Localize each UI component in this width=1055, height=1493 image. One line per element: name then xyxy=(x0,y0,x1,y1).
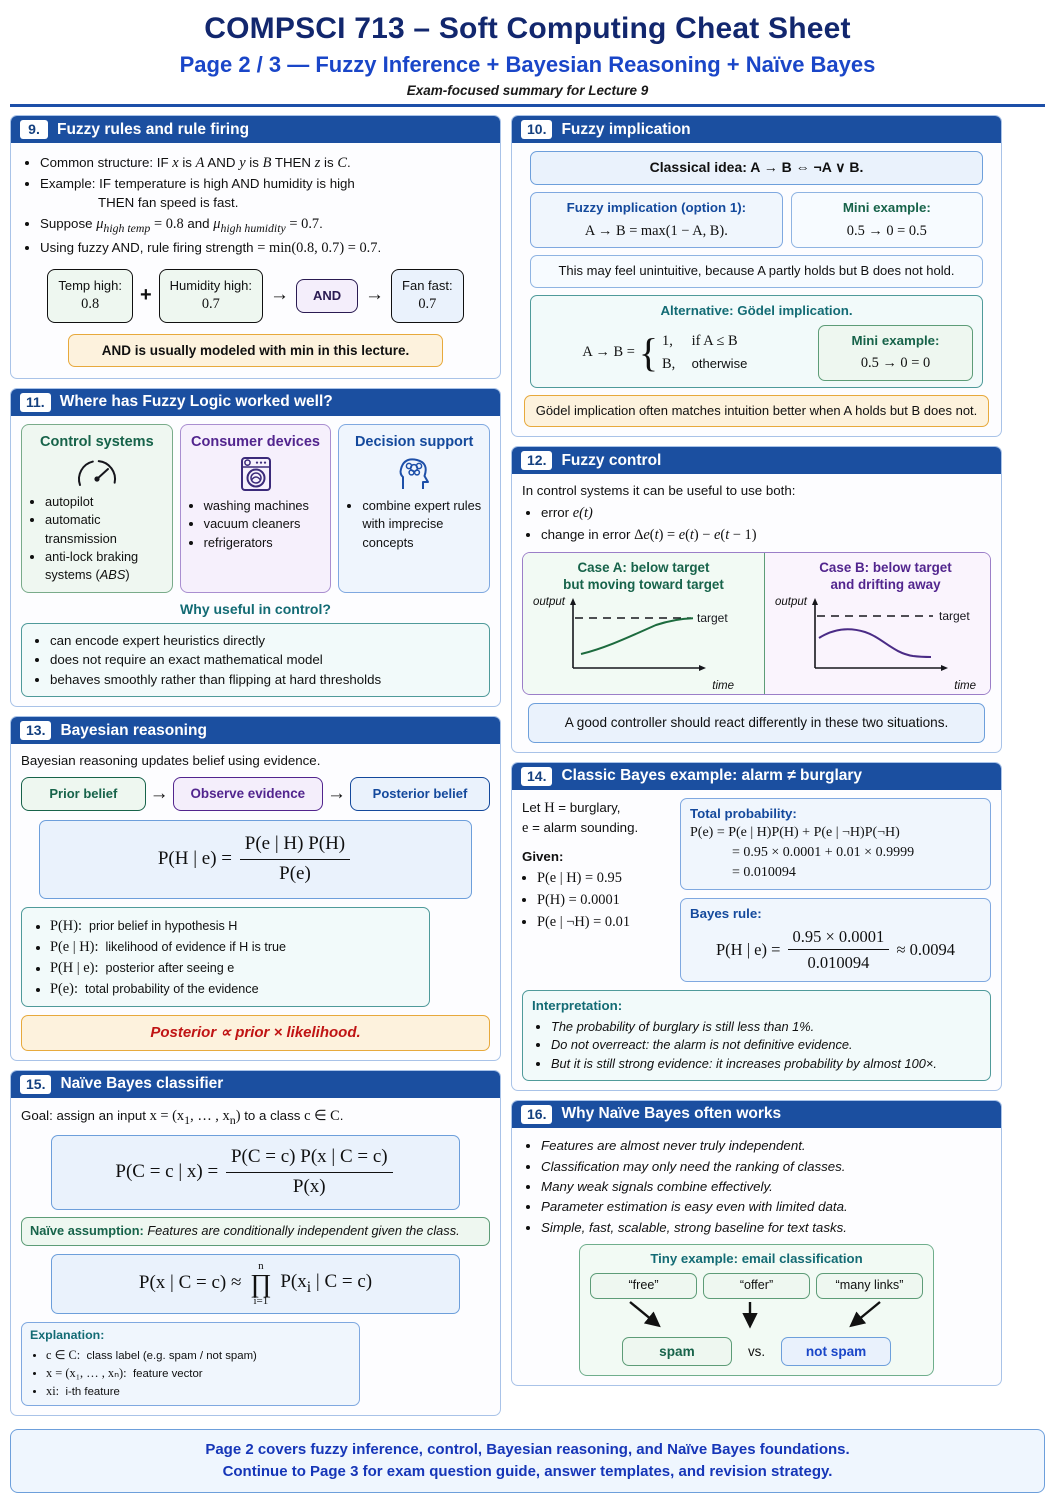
footer-line-1: Page 2 covers fuzzy inference, control, Bayesian reasoning, and Naïve Bayes foundations. xyxy=(205,1441,850,1459)
interpretation-list xyxy=(532,1018,981,1073)
chart-case-b xyxy=(773,596,991,690)
card-title: Consumer devices xyxy=(191,433,320,450)
card-consumer-devices xyxy=(180,424,332,593)
caveat-box: This may feel unintuitive, because A partly holds but B does not hold. xyxy=(530,255,983,287)
list-item: • Common structure: IF x is A AND y is B THEN z is C. xyxy=(40,153,490,173)
page-footer xyxy=(10,1429,1045,1493)
and-min-note: AND is usually modeled with min in this lecture. xyxy=(68,334,443,367)
list-item: • Using fuzzy AND, rule firing strength = min(0.8, 0.7) = 0.7. xyxy=(40,238,490,258)
bayes-formula-box xyxy=(39,820,472,899)
flow-node-label: Temp high: xyxy=(58,277,122,293)
panel-title: Why Naïve Bayes often works xyxy=(561,1105,782,1123)
panel-body xyxy=(512,143,1001,436)
fraction-numerator: 0.95 × 0.0001 xyxy=(788,925,890,950)
list-item: • can encode expert heuristics directly xyxy=(50,632,480,651)
let-line-2: e = alarm sounding. xyxy=(522,820,639,837)
flow-node-humidity xyxy=(159,269,263,323)
panel-header xyxy=(11,717,500,744)
card-title: Control systems xyxy=(40,433,154,450)
panel-fuzzy-rules xyxy=(10,115,501,379)
assumption-text: Features are conditionally independent given the class. xyxy=(147,1223,460,1239)
panel-fuzzy-control xyxy=(511,446,1002,752)
flow-node-temp xyxy=(47,269,133,323)
bayes-rule-title: Bayes rule: xyxy=(690,906,762,922)
panel-title: Fuzzy rules and rule firing xyxy=(57,120,250,138)
list-item: • refrigerators xyxy=(204,534,325,552)
explanation-box xyxy=(21,1322,360,1406)
right-column xyxy=(511,115,1002,1425)
panel-body xyxy=(11,1098,500,1416)
token-free: “free” xyxy=(590,1273,697,1299)
explanation-list xyxy=(30,1347,351,1401)
panel-number: 10. xyxy=(521,120,552,139)
rule-firing-flow xyxy=(21,269,490,323)
list-item: • automatic transmission xyxy=(45,511,166,547)
controller-note: A good controller should react differently in these two situations. xyxy=(528,703,985,742)
chart-x-axis-label: time xyxy=(712,679,734,692)
list-item: • anti-lock braking systems (ABS) xyxy=(45,548,166,584)
header-divider xyxy=(10,104,1045,107)
godel-cases: 1, if A ≤ B B, otherwise xyxy=(662,332,748,373)
case-title: Case B: below target and drifting away xyxy=(819,559,952,593)
list-item: • does not require an exact mathematical model xyxy=(50,651,480,670)
chart-x-axis-label: time xyxy=(954,679,976,692)
list-item: • x = (x₁, … , xₙ): feature vector xyxy=(46,1365,351,1383)
gauge-icon xyxy=(28,455,166,489)
panel-fuzzy-applications xyxy=(10,388,501,707)
arrow-right-icon: → xyxy=(326,782,346,804)
panel-title: Classic Bayes example: alarm ≠ burglary xyxy=(561,767,863,785)
example-row xyxy=(522,798,991,982)
flow-node-label: Fan fast: xyxy=(402,277,453,293)
left-column xyxy=(10,115,501,1425)
list-item: • washing machines xyxy=(204,497,325,515)
panel-title: Bayesian reasoning xyxy=(60,721,207,739)
panel-body xyxy=(11,143,500,378)
symbol-legend-list xyxy=(31,916,420,999)
flow-node-evidence: Observe evidence xyxy=(173,777,323,812)
page-header xyxy=(10,12,1045,107)
formula-lhs: P(H | e) = xyxy=(157,848,233,870)
formula-rhs: ≈ 0.0094 xyxy=(896,940,955,960)
page-title: COMPSCI 713 – Soft Computing Cheat Sheet xyxy=(204,12,851,45)
panel-header xyxy=(11,116,500,143)
panel-number: 9. xyxy=(20,120,48,139)
panel-number: 14. xyxy=(521,767,552,786)
flow-node-value: 0.8 xyxy=(81,295,100,312)
email-classification-example xyxy=(579,1244,934,1377)
formula-fraction xyxy=(226,1144,393,1201)
bayes-rule-box xyxy=(680,898,991,982)
flow-node-and: AND xyxy=(296,279,358,313)
fraction-denominator: P(e) xyxy=(279,863,311,885)
list-item: • change in error Δe(t) = e(t) − e(t − 1) xyxy=(541,525,991,545)
formula-fraction xyxy=(240,831,350,888)
given-column xyxy=(522,798,672,982)
nb-product-formula-box xyxy=(51,1254,460,1315)
list-item: • But it is still strong evidence: it increases probability by almost 100×. xyxy=(551,1055,981,1073)
flow-node-value: 0.7 xyxy=(418,295,437,312)
panel-title: Fuzzy implication xyxy=(561,120,691,138)
intro-text: In control systems it can be useful to use both: xyxy=(522,483,796,499)
formula-lhs: P(H | e) = xyxy=(715,940,781,960)
option1-formula: A → B = max(1 − A, B). xyxy=(584,222,728,239)
list-item: • c ∈ C: class label (e.g. spam / not spam) xyxy=(46,1347,351,1365)
explanation-title: Explanation: xyxy=(30,1328,105,1343)
list-item: • Simple, fast, scalable, strong baseline for text tasks. xyxy=(541,1219,991,1238)
panel-bayesian-reasoning xyxy=(10,716,501,1060)
panel-number: 12. xyxy=(521,451,552,470)
list-item: • vacuum cleaners xyxy=(204,515,325,533)
option1-box xyxy=(530,192,783,248)
list-item: • error e(t) xyxy=(541,503,991,523)
chart-y-axis-label: output xyxy=(775,596,807,609)
panel-title: Naïve Bayes classifier xyxy=(60,1075,224,1093)
list-item: • behaves smoothly rather than flipping at hard thresholds xyxy=(50,671,480,690)
flow-node-label: Humidity high: xyxy=(169,277,253,293)
flow-node-value: 0.7 xyxy=(201,295,220,312)
panel-header xyxy=(512,116,1001,143)
chart-y-axis-label: output xyxy=(533,596,565,609)
naive-assumption-box xyxy=(21,1217,490,1245)
interpretation-box xyxy=(522,990,991,1081)
godel-title: Alternative: Gödel implication. xyxy=(660,302,853,318)
formula-lhs: P(x | C = c) ≈ xyxy=(138,1272,242,1294)
class-row xyxy=(590,1337,923,1366)
list-item: • P(H | e): posterior after seeing e xyxy=(50,958,420,978)
panel-title: Where has Fuzzy Logic worked well? xyxy=(59,393,333,411)
case-a xyxy=(523,553,765,695)
mini-example-2-box xyxy=(818,325,973,381)
application-cards xyxy=(21,424,490,593)
plus-icon: + xyxy=(139,284,152,307)
total-probability-box xyxy=(680,798,991,891)
let-line-1: Let H = burglary, xyxy=(522,799,621,816)
given-title: Given: xyxy=(522,848,564,864)
card-decision-support xyxy=(338,424,490,593)
list-item: • P(H) = 0.0001 xyxy=(537,890,672,910)
implication-row xyxy=(530,192,983,248)
total-line-1: P(e) = P(e | H)P(H) + P(e | ¬H)P(¬H) xyxy=(690,825,900,841)
panel-number: 16. xyxy=(521,1105,552,1124)
list-item: • Many weak signals combine effectively. xyxy=(541,1178,991,1197)
fraction-denominator: P(x) xyxy=(292,1176,326,1198)
panel-header xyxy=(512,763,1001,790)
list-item: • Suppose $\mu_{high temp} = 0.8$ and $\mu_{high humidity} = 0.7$. xyxy=(40,214,490,237)
fraction-denominator: 0.010094 xyxy=(807,953,870,973)
godel-lhs: A → B = xyxy=(582,344,635,361)
list-item: • Features are almost never truly independent. xyxy=(541,1137,991,1156)
intro-text: Bayesian reasoning updates belief using evidence. xyxy=(21,753,321,769)
washing-machine-icon xyxy=(187,455,325,493)
card-control-systems xyxy=(21,424,173,593)
fraction-numerator: P(C = c) P(x | C = c) xyxy=(226,1144,393,1173)
tiny-example-title: Tiny example: email classification xyxy=(650,1250,863,1266)
panel-why-naive-bayes-works xyxy=(511,1100,1002,1387)
page-subtitle: Page 2 / 3 — Fuzzy Inference + Bayesian Reasoning + Naïve Bayes xyxy=(179,52,876,77)
panel-header xyxy=(512,1101,1001,1128)
list-item: • P(e | H): likelihood of evidence if H is true xyxy=(50,937,420,957)
panel-grid xyxy=(10,115,1045,1425)
token-offer: “offer” xyxy=(703,1273,810,1299)
token-row xyxy=(590,1273,923,1299)
panel-body xyxy=(512,1128,1001,1386)
why-useful-title: Why useful in control? xyxy=(180,601,331,618)
godel-formula xyxy=(540,331,808,375)
chart-case-a xyxy=(531,596,756,690)
list-item: • xi: i-th feature xyxy=(46,1383,351,1401)
list-item: • autopilot xyxy=(45,493,166,511)
panel-number: 13. xyxy=(20,721,51,740)
list-item: • combine expert rules with imprecise concepts xyxy=(362,497,483,551)
panel-fuzzy-implication xyxy=(511,115,1002,437)
symbol-legend-box xyxy=(21,907,430,1007)
brain-head-icon xyxy=(345,455,483,493)
panel-header xyxy=(512,447,1001,474)
why-useful-list xyxy=(31,632,480,690)
card-list xyxy=(28,493,166,584)
case-title: Case A: below target but moving toward target xyxy=(563,559,724,593)
posterior-proportional-note: Posterior ∝ prior × likelihood. xyxy=(21,1015,490,1050)
list-item: • P(H): prior belief in hypothesis H xyxy=(50,916,420,936)
mini-example-value: 0.5 → 0 = 0.5 xyxy=(846,222,927,239)
panel-header xyxy=(11,1071,500,1098)
bayes-rule-formula xyxy=(690,925,981,975)
formula-rhs: $P(x_i$ | C = c) xyxy=(280,1270,373,1296)
flow-node-prior: Prior belief xyxy=(21,777,146,811)
case-b xyxy=(765,553,991,695)
list-item: • The probability of burglary is still less than 1%. xyxy=(551,1018,981,1036)
arrow-row xyxy=(590,1299,923,1341)
panel-number: 11. xyxy=(20,393,51,412)
formula-lhs: P(C = c | x) = xyxy=(115,1161,219,1183)
total-probability-title: Total probability: xyxy=(690,805,797,821)
mini-example-1-box xyxy=(791,192,983,248)
mini-example-title: Mini example: xyxy=(851,332,940,348)
goal-text: Goal: assign an input $x = (x_1$, … , $x_n$) to a class c ∈ C. xyxy=(21,1107,344,1127)
panel-number: 15. xyxy=(20,1075,51,1094)
list-item: • Classification may only need the ranking of classes. xyxy=(541,1158,991,1177)
arrow-right-icon: → xyxy=(270,284,290,306)
mini-example-value: 0.5 → 0 = 0 xyxy=(860,355,931,372)
control-signals-list xyxy=(522,503,991,545)
class-spam: spam xyxy=(622,1337,732,1366)
arrow-right-icon: → xyxy=(365,284,385,306)
godel-row xyxy=(540,325,973,381)
mini-example-title: Mini example: xyxy=(842,199,931,215)
godel-note: Gödel implication often matches intuition better when A holds but B does not. xyxy=(524,395,989,427)
flow-node-fan xyxy=(391,269,464,323)
arrow-right-icon: → xyxy=(149,782,169,804)
fuzzy-rules-list xyxy=(21,153,490,259)
list-item: • Example: IF temperature is high AND humidity is high THEN fan speed is fast. xyxy=(40,175,490,213)
formula-fraction xyxy=(788,925,890,975)
godel-box xyxy=(530,295,983,388)
reasons-list xyxy=(522,1137,991,1237)
panel-body xyxy=(11,416,500,706)
interpretation-title: Interpretation: xyxy=(532,997,623,1013)
list-item: • Parameter estimation is easy even with limited data. xyxy=(541,1198,991,1217)
classical-idea-box: Classical idea: A → B ⇔ ¬A ∨ B. xyxy=(530,151,983,185)
card-list xyxy=(345,497,483,551)
belief-update-flow xyxy=(21,777,490,812)
token-many-links: “many links” xyxy=(816,1273,923,1299)
control-cases xyxy=(522,552,991,696)
panel-header xyxy=(11,389,500,416)
flow-node-posterior: Posterior belief xyxy=(350,777,490,811)
total-line-3: = 0.010094 xyxy=(732,865,796,881)
vs-label: vs. xyxy=(747,1344,766,1360)
nb-posterior-formula-box xyxy=(51,1135,460,1210)
list-item: • P(e): total probability of the evidence xyxy=(50,979,420,999)
panel-title: Fuzzy control xyxy=(561,451,662,469)
computation-column xyxy=(680,798,991,982)
given-list xyxy=(522,868,672,932)
assumption-label: Naïve assumption: xyxy=(30,1223,144,1239)
page-tagline: Exam-focused summary for Lecture 9 xyxy=(406,83,649,98)
list-item: • P(e | ¬H) = 0.01 xyxy=(537,912,672,932)
card-title: Decision support xyxy=(354,433,474,450)
panel-body xyxy=(11,744,500,1059)
product-operator: n ∏ i=1 xyxy=(250,1259,272,1308)
panel-body xyxy=(512,790,1001,1090)
list-item: • P(e | H) = 0.95 xyxy=(537,868,672,888)
footer-line-2: Continue to Page 3 for exam question guide, answer templates, and revision strategy. xyxy=(222,1462,833,1480)
option1-title: Fuzzy implication (option 1): xyxy=(566,199,747,215)
svg-text:target: target xyxy=(939,609,970,624)
brace-icon: { xyxy=(638,329,659,375)
class-not-spam: not spam xyxy=(781,1337,891,1366)
card-list xyxy=(187,497,325,551)
panel-naive-bayes-classifier xyxy=(10,1070,501,1417)
svg-text:target: target xyxy=(697,611,728,626)
why-useful-box xyxy=(21,623,490,697)
fraction-numerator: P(e | H) P(H) xyxy=(240,831,350,860)
panel-body xyxy=(512,474,1001,751)
panel-bayes-example xyxy=(511,762,1002,1091)
list-item: • Do not overreact: the alarm is not definitive evidence. xyxy=(551,1036,981,1054)
total-line-2: = 0.95 × 0.0001 + 0.01 × 0.9999 xyxy=(732,845,915,861)
